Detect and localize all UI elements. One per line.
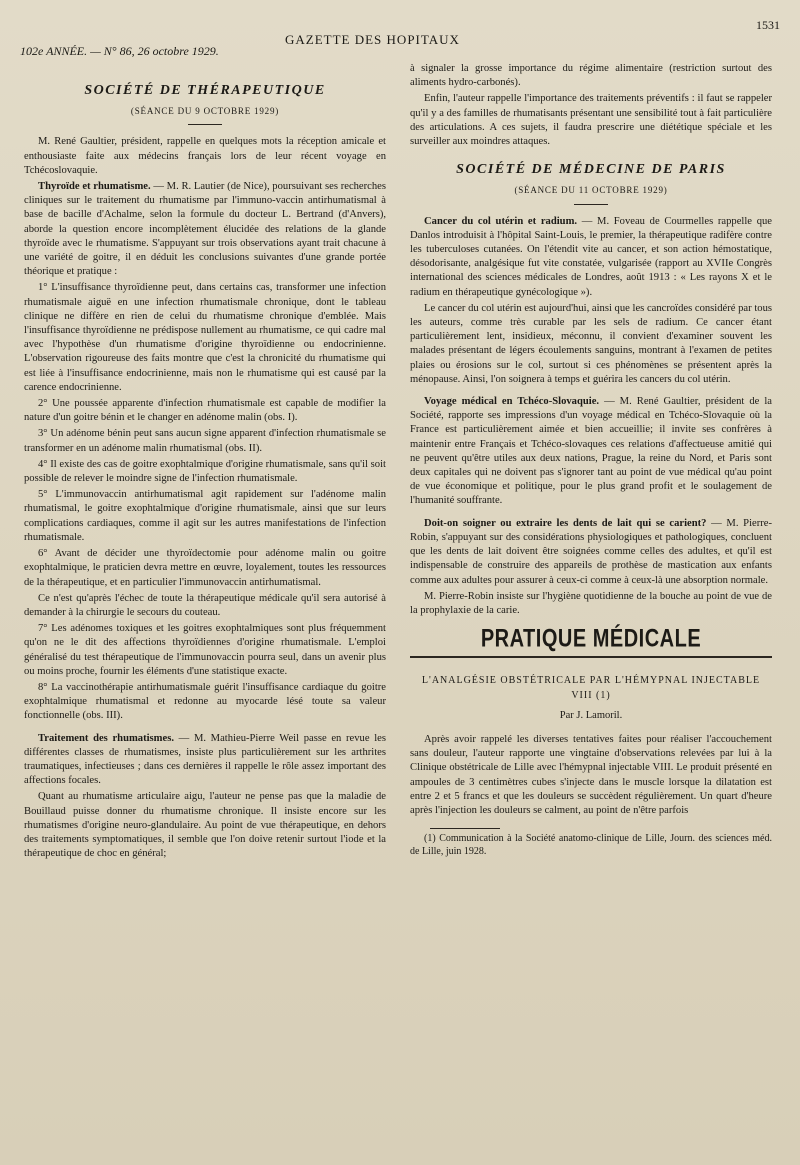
footnote-rule	[430, 828, 500, 829]
paragraph-continued: à signaler la grosse importance du régime alimentaire (restriction surtout des aliments hydro-carbonés).	[410, 63, 772, 89]
paragraph-dents	[410, 517, 772, 588]
paragraph-cancer	[410, 215, 772, 300]
paragraph-enfin: Enfin, l'auteur rappelle l'importance des traitements préventifs : il faut se rappeler qu'il y a des familles de rhumatisants présentant une sensibilité tout à fait particulière des articulations. A ces sujets, il faudra prescrire une diététique spéciale et les surveiller aux moindres attaques.	[410, 93, 772, 148]
body-dents: — M. Pierre-Robin, s'appuyant sur des considérations physiologiques et pathologiques, concluent que les dents de lait doivent être soignées comme celles des adultes, et qu'il est indispensable de construire des appareils de prothèse de mastication aux enfants comme aux adultes pour assurer à ceux-ci comme à ceux-là une absorption normale.	[410, 517, 772, 586]
body-cancer: — M. Foveau de Courmelles rappelle que Danlos introduisit à l'hôpital Saint-Louis, le premier, la thérapeutique radifère contre les tuberculoses cutanées. On l'étendit vite au cancer, et son action hémostatique, désodorisante, analgésique fut vite constatée, vulgarisée (rapport au XVIIe Congrès international des sciences médicales de Londres, août 1913 : « Les rayons X et le radium en thérapeutique gynécologique »).	[410, 215, 773, 298]
issue-line: 102e ANNÉE. — N° 86, 26 octobre 1929.	[20, 44, 219, 58]
page-header	[20, 18, 780, 62]
paragraph-point-3: 3° Un adénome bénin peut sans aucun signe apparent d'infection rhumatismale se transformer en un adénome malin rhumatismal (obs. II).	[24, 428, 386, 454]
paragraph-point-4: 4° Il existe des cas de goitre exophtalmique d'origine rhumatismale, sans qu'il soit possible de relever le moindre signe de l'infection rhumatismale.	[24, 458, 386, 485]
paragraph-article: Après avoir rappelé les diverses tentatives faites pour réaliser l'accouchement sans douleur, l'auteur rapporte une vingtaine d'observations relevées par lui à la Clinique obstétricale de Lille avec l'hémypnal injectable VIII. Le produit présenté en ampoules de 3 centimètres cubes s'injecte dans le muscle lorsque la dilatation est entre 2 et 5 francs et que les douleurs se succèdent régulièrement. Un quart d'heure après l'injection les douleurs se calment, au point de n'être parfois	[410, 733, 772, 816]
paragraph-dents-2: M. Pierre-Robin insiste sur l'hygiène quotidienne de la bouche au point de vue de la prophylaxie de la carie.	[410, 590, 772, 616]
lead-traitement: Traitement des rhumatismes.	[38, 732, 174, 744]
journal-title: GAZETTE DES HOPITAUX	[285, 32, 460, 47]
lead-cancer: Cancer du col utérin et radium.	[424, 215, 578, 227]
section-rule	[188, 124, 222, 125]
body-voyage: — M. René Gaultier, président de la Société, rapporte ses impressions d'un voyage médical en Tchéco-Slovaquie où la France est particulièrement aimée et bien accueillie; il invite ses confrères à maintenir entre Français et Tchéco-slovaques ces relations d'affectueuse amitié qui ne peuvent qu'être utiles aux deux nations, Prague, la reine du Nord, et Paris sont deux capitales qui ne doivent pas s'ignorer tant au point de vue médical qu'au point de vue économique et politique, pour le plus grand profit et le soulagement de l'humanité souffrante.	[410, 396, 772, 507]
paragraph-point-2: 2° Une poussée apparente d'infection rhumatismale est capable de modifier la nature d'un goitre bénin et le changer en adénome malin (obs. I).	[24, 398, 386, 424]
paragraph-cancer-2: Le cancer du col utérin est aujourd'hui, ainsi que les cancroïdes considéré par tous les auteurs, comme très curable par les sels de radium. Ce cancer étant particulièrement lent, insidieux, méconnu, il convient d'examiner souvent les malades présentant de légers écoulements sanguins, montrant à l'examen de petites plaies ou érosions sur le col, surtout si ces phénomènes se présentent après la ménopause. Ainsi, l'on soignera à temps et guérira les cancers du col utérin.	[410, 302, 772, 385]
section-thick-rule	[410, 656, 772, 658]
article-author: Par J. Lamoril.	[559, 709, 623, 721]
left-column	[24, 70, 386, 863]
article-title: L'ANALGÉSIE OBSTÉTRICALE PAR L'HÉMYPNAL INJECTABLE VIII (1)	[421, 675, 761, 701]
paragraph-point-7: 7° Les adénomes toxiques et les goitres exophtalmiques sont plus fréquemment qu'on ne le dit des affections thyroïdiennes d'origine rhumatismale. L'emploi généralisé du test thérapeutique de l'immunovaccin pourra seul, dans un avenir plus ou moins proche, fournir les éléments d'une statistique exacte.	[24, 623, 386, 677]
paragraph-point-8: 8° La vaccinothérapie antirhumatismale guérit l'insuffisance cardiaque du goitre exophtalmique rhumatismal et redonne au myocarde lésé toute sa valeur fonctionnelle (obs. III).	[24, 681, 386, 722]
lead-dents: Doit-on soigner ou extraire les dents de lait qui se carient?	[424, 517, 707, 529]
pratique-medicale-title: PRATIQUE MÉDICALE	[480, 625, 702, 653]
paragraph-traitement	[24, 732, 386, 789]
page-number: 1531	[756, 18, 780, 32]
paragraph-point-5: 5° L'immunovaccin antirhumatismal agit rapidement sur l'adénome malin rhumatismal, le goitre exophtalmique d'origine rhumatismale, ainsi que sur leurs complications cardiaques, comme il agit sur les autres manifestations de l'infection rhumatismale.	[24, 489, 386, 543]
lead-voyage: Voyage médical en Tchéco-Slovaquie.	[424, 396, 600, 408]
paragraph-voyage	[410, 395, 772, 509]
paragraph-traitement-2: Quant au rhumatisme articulaire aigu, l'auteur ne pense pas que la maladie de Bouillaud puisse donner du rhumatisme chronique. Il insiste encore sur les rhumatismes d'origine neuro-glandulaire. Au point de vue thérapeutique, en dehors des traitements symptomatiques, il semble que l'on doive retenir surtout l'iode et la thérapeutique de choc en général;	[24, 791, 386, 860]
paragraph-intro: M. René Gaultier, président, rappelle en quelques mots la réception amicale et enthousiaste faite aux médecins français lors de leur récent voyage en Tchécoslovaquie.	[24, 136, 386, 176]
right-column	[410, 62, 772, 860]
section-rule	[574, 204, 608, 205]
lead-thyroide: Thyroïde et rhumatisme.	[38, 181, 151, 193]
body-thyroide: — M. R. Lautier (de Nice), poursuivant ses recherches cliniques sur le traitement du rhumatisme par l'immuno-vaccin antirhumatismal à base de bacille d'Achalme, selon la formule du docteur L. Bertrand (d'Anvers), aborde la question encore incomplètement élucidée des relations de la glande thyroïde avec le rhumatisme. S'appuyant sur trois observations ayant trait chacune à une variété de goitre, il en déduit les conclusions suivantes d'une grande portée théorique et pratique :	[24, 181, 386, 278]
section-title-medecine: SOCIÉTÉ DE MÉDECINE DE PARIS	[456, 162, 726, 178]
section-session: (SÉANCE DU 9 OCTOBRE 1929)	[130, 106, 280, 117]
section-session-medecine: (SÉANCE DU 11 OCTOBRE 1929)	[514, 185, 668, 196]
paragraph-point-1: 1° L'insuffisance thyroïdienne peut, dans certains cas, transformer une infection rhumatismale aiguë en une infection rhumatismale chronique, dont le tableau clinique ne diffère en rien de celui du rhumatisme chronique d'emblée. Mais l'insuffisance thyroïdienne ne prédispose nullement au rhumatisme, ce qui cadre mal avec l'hypothèse d'un rhumatisme d'origine thyroïdienne ou endocrinienne. L'observation rigoureuse des faits montre que c'est la chronicité du rhumatisme qui est liée à l'insuffisance endocrinienne, mais non le rhumatisme qui est causé par la carence endocrinienne.	[24, 282, 386, 393]
paragraph-point-6: 6° Avant de décider une thyroïdectomie pour adénome malin ou goitre exophtalmique, le praticien devra mettre en œuvre, loyalement, toutes les ressources de la thérapeutique, et en particulier l'immunovaccin antirhumatismal.	[24, 548, 386, 588]
section-title-therapeutique: SOCIÉTÉ DE THÉRAPEUTIQUE	[84, 83, 326, 98]
paragraph-thyroide	[24, 180, 386, 279]
body-traitement: — M. Mathieu-Pierre Weil passe en revue les différentes classes de rhumatismes, insiste plus particulièrement sur les arthrites traumatiques, infectieuses ; dans ces dernières il rappelle le rôle assez important des affections focales.	[24, 732, 386, 787]
paragraph-point-6b: Ce n'est qu'après l'échec de toute la thérapeutique médicale qu'il sera autorisé à demander à la chirurgie le secours du couteau.	[24, 592, 386, 618]
footnote: (1) Communication à la Société anatomo-clinique de Lille, Journ. des sciences méd. de Lille, juin 1928.	[410, 833, 772, 857]
